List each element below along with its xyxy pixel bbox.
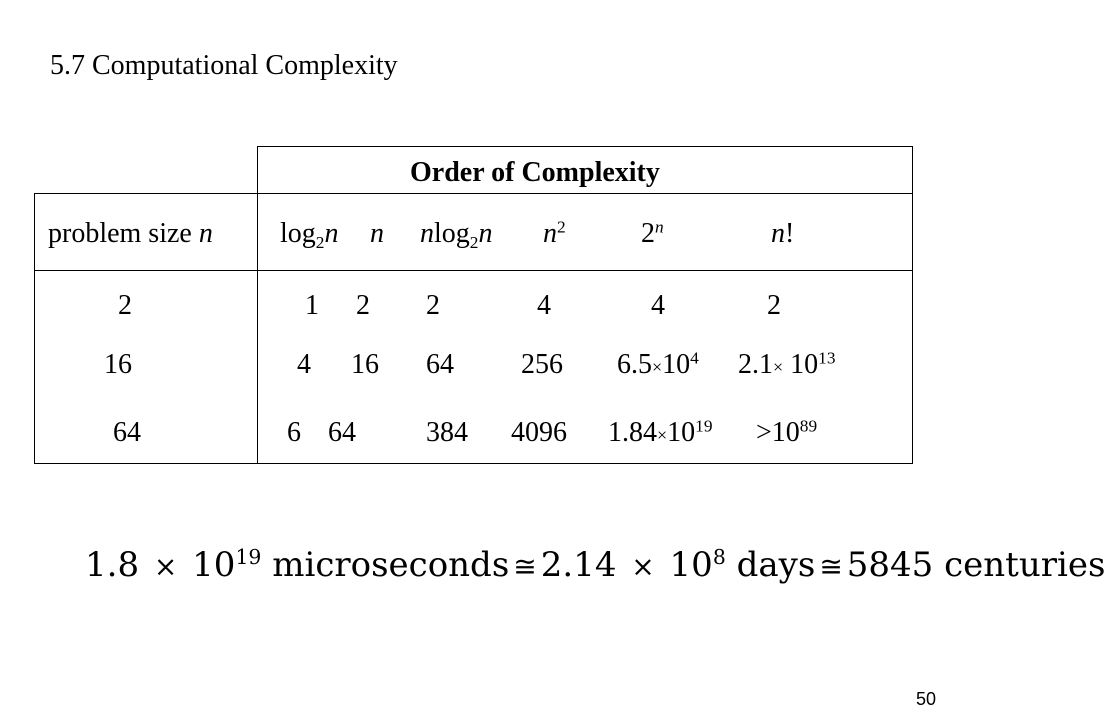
col-header-log2n: $\log_2n$ <box>280 218 339 253</box>
col-header-n-factorial: n! <box>771 218 795 249</box>
cell-nlog2n: 2 <box>426 290 440 321</box>
order-of-complexity-header: Order of Complexity <box>410 157 660 188</box>
page-number: 50 <box>916 689 937 709</box>
cell-n: 64 <box>328 417 356 448</box>
table-border-header-top <box>34 193 913 194</box>
cell-log2n: 4 <box>297 349 311 380</box>
col-header-n: n <box>370 218 384 249</box>
cell-2-to-n: 4 <box>651 290 665 321</box>
row-header-problem-size: problem size n <box>48 218 213 249</box>
cell-log2n: 6 <box>287 417 301 448</box>
col-header-nlog2n: nlog$_2$n <box>420 218 493 253</box>
table-border-right <box>912 146 913 464</box>
cell-size: 16 <box>104 349 132 380</box>
table-border-header-bottom <box>34 270 913 271</box>
slide-title: 5.7 Computational Complexity <box>50 50 398 81</box>
cell-n-factorial: $2.1\times 10^{13}$ <box>738 348 836 380</box>
table-border-left <box>34 193 35 464</box>
cell-n-squared: 4096 <box>511 417 567 448</box>
table-border-top <box>257 146 913 147</box>
cell-log2n: 1 <box>305 290 319 321</box>
cell-n-squared: 256 <box>521 349 563 380</box>
cell-2-to-n: $6.5\times 10^4$ <box>617 348 699 380</box>
cell-n: 2 <box>356 290 370 321</box>
cell-n-factorial: 2 <box>767 290 781 321</box>
col-header-2-to-n: 2$^n$ <box>641 217 664 249</box>
col-header-n-squared: $n^2$ <box>543 217 566 249</box>
table-border-bottom <box>34 463 913 464</box>
time-equation: $1.8 \times 10^{19}$ microseconds ≅ $2.14 \times 10^8$ days ≅ 5845 centuries <box>85 544 1105 585</box>
cell-nlog2n: 384 <box>426 417 468 448</box>
cell-nlog2n: 64 <box>426 349 454 380</box>
cell-size: 2 <box>118 290 132 321</box>
cell-2-to-n: $1.84\times 10^{19}$ <box>608 416 713 448</box>
cell-size: 64 <box>113 417 141 448</box>
cell-n-factorial: $>10^{89}$ <box>756 416 818 448</box>
cell-n: 16 <box>351 349 379 380</box>
table-divider <box>257 146 258 464</box>
cell-n-squared: 4 <box>537 290 551 321</box>
